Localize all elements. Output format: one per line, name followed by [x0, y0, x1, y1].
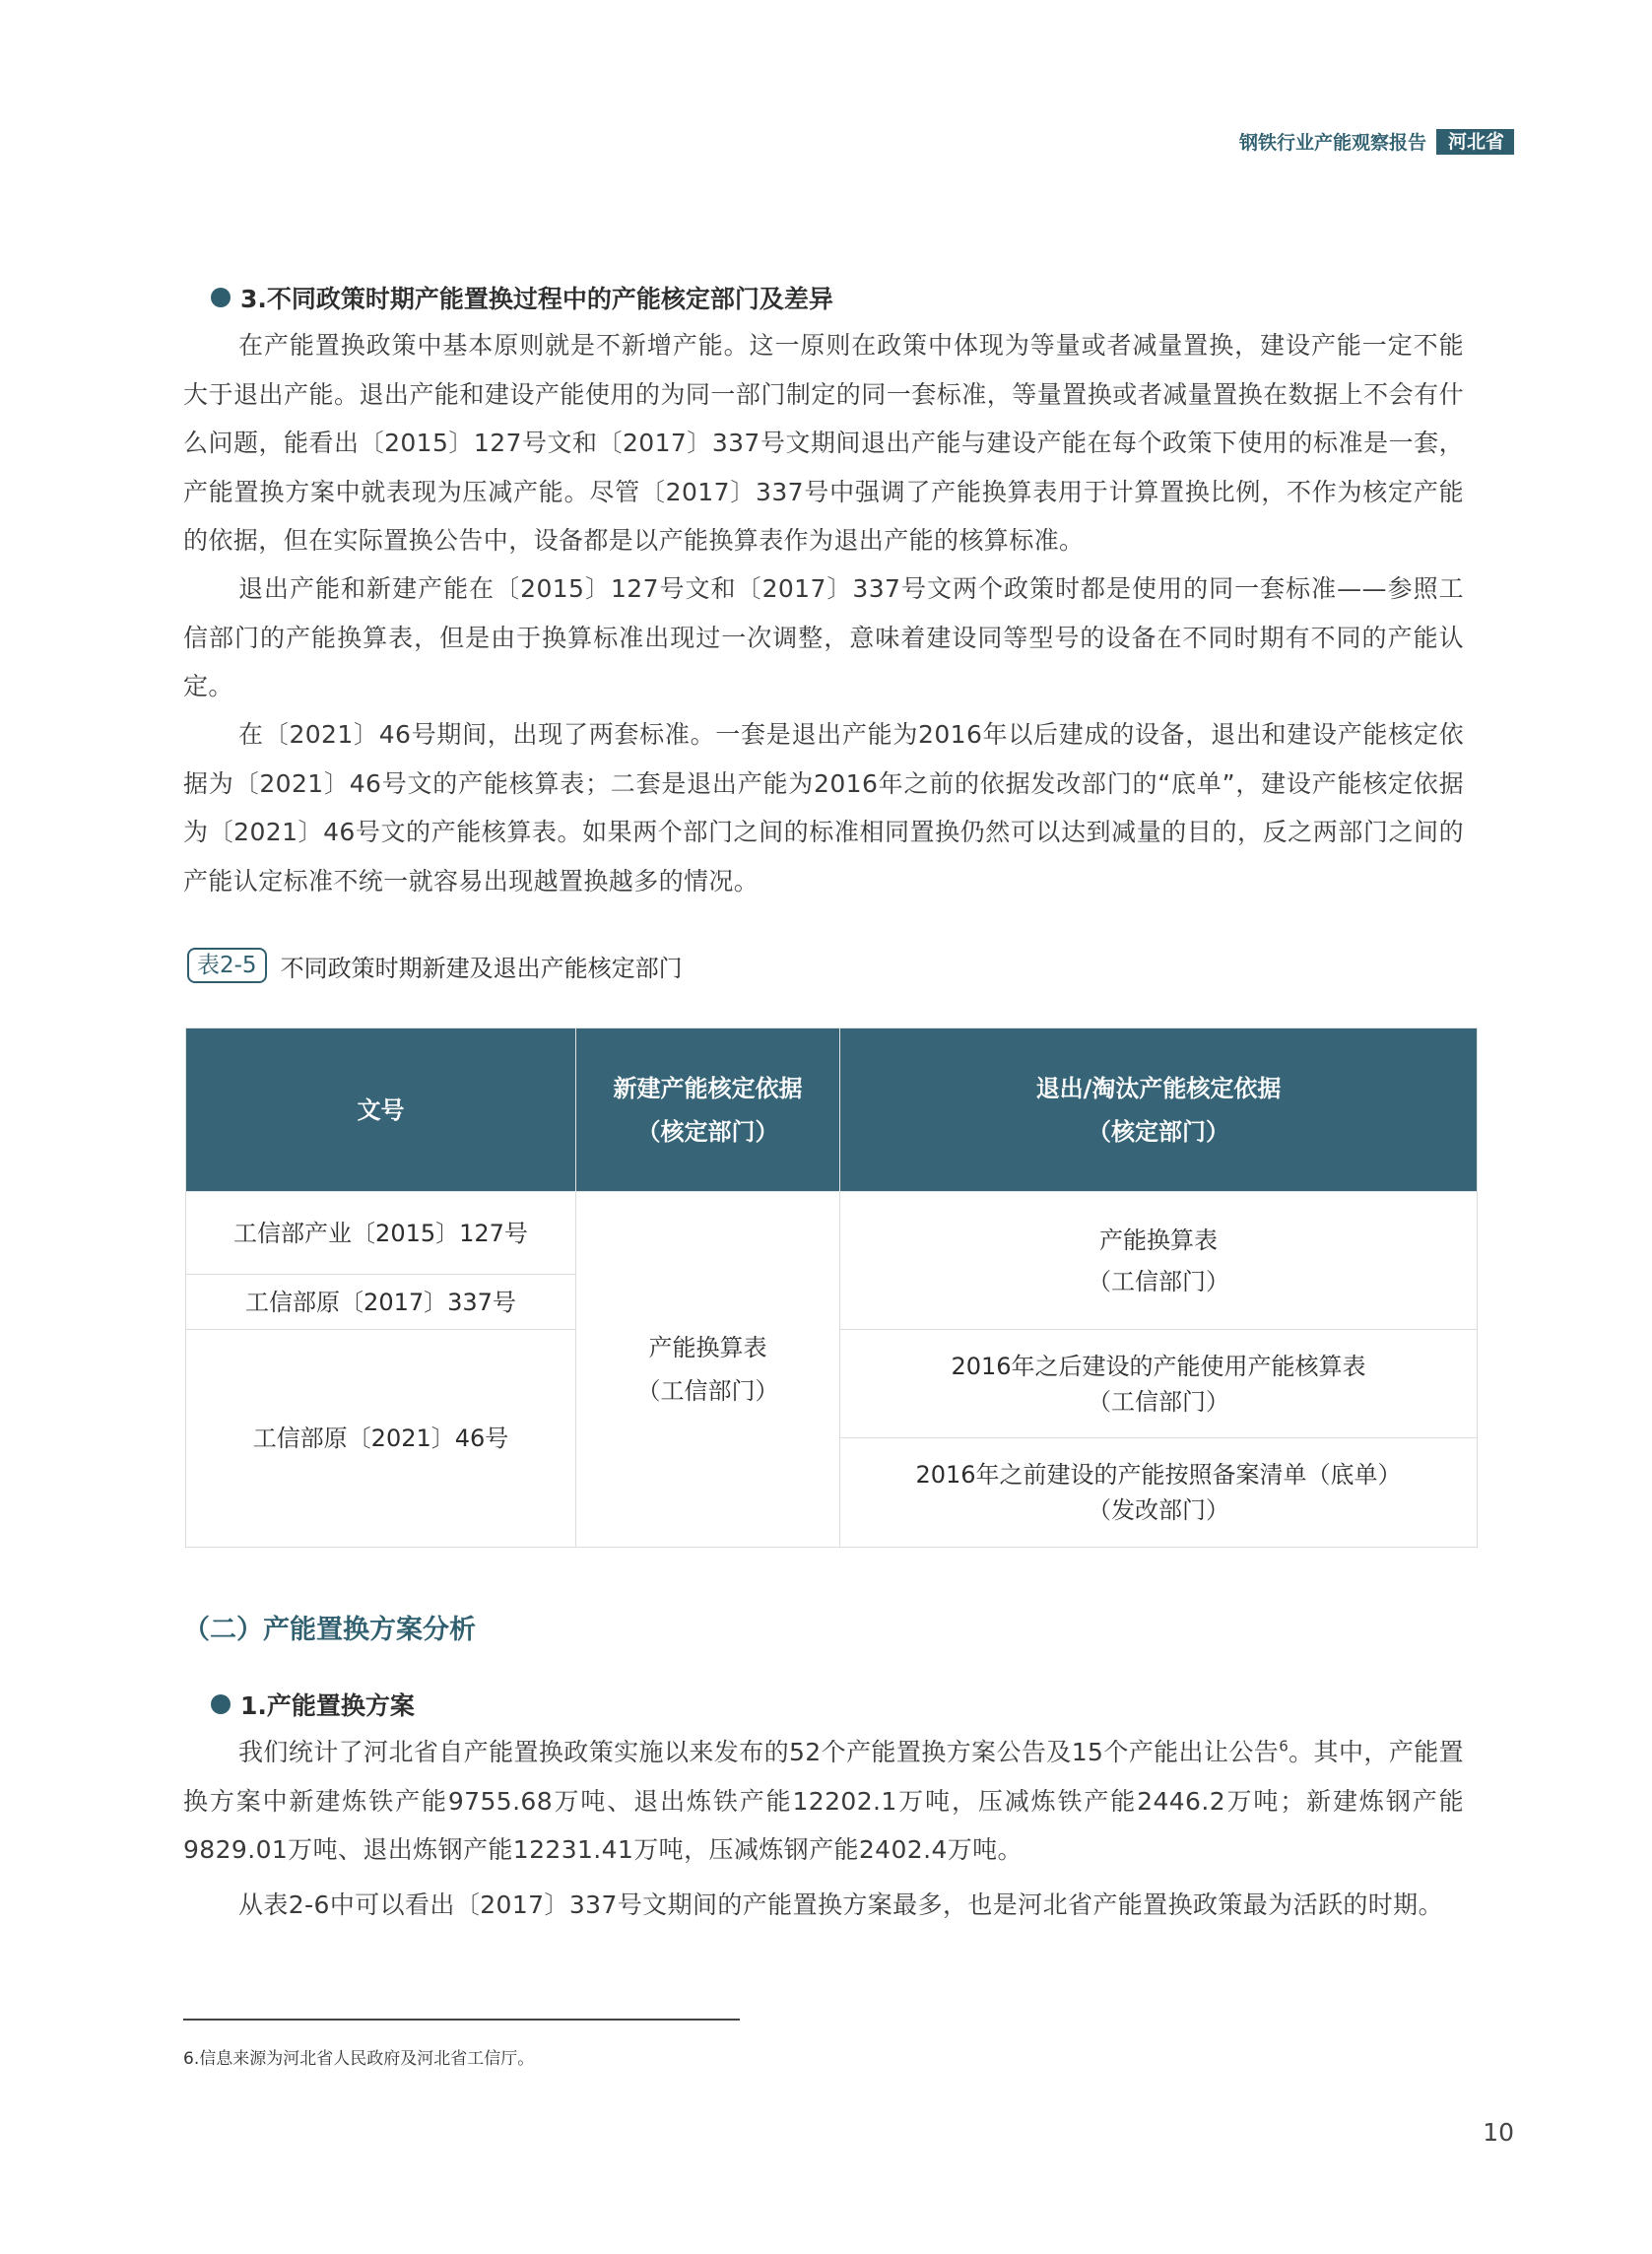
page-number: 10: [1483, 2118, 1514, 2147]
exit-basis-2021-after-2016: 2016年之后建设的产能使用产能核算表 （工信部门）: [840, 1330, 1478, 1438]
table-row: [186, 1192, 1478, 1275]
table-caption-text: 不同政策时期新建及退出产能核定部门: [280, 954, 683, 982]
doc-2021: 工信部原〔2021〕46号: [186, 1330, 576, 1548]
paragraph-4: 我们统计了河北省自产能置换政策实施以来发布的52个产能置换方案公告及15个产能出让公告$^6$。其中，产能置换方案中新建炼铁产能9755.68万吨、退出炼铁产能12202.1万吨，压减炼铁产能2446.2万吨；新建炼钢产能9829.01万吨、退出炼钢产能12231.41万吨，压减炼钢产能2402.4万吨。: [183, 1737, 1465, 1864]
bullet-dot-icon: [211, 288, 231, 307]
table-tag: 表2-5: [187, 948, 267, 983]
doc-2017: 工信部原〔2017〕337号: [186, 1275, 576, 1330]
doc-2015: 工信部产业〔2015〕127号: [186, 1192, 576, 1275]
capacity-basis-table: [185, 1028, 1478, 1548]
paragraph-5: 从表2-6中可以看出〔2017〕337号文期间的产能置换方案最多，也是河北省产能置换政策最为活跃的时期。: [238, 1890, 1443, 1919]
bullet-dot-icon: [211, 1694, 231, 1714]
footnote-divider: [183, 2019, 740, 2021]
footnote: 6.信息来源为河北省人民政府及河北省工信厅。: [183, 2049, 535, 2069]
section-heading-text: 3.不同政策时期产能置换过程中的产能核定部门及差异: [240, 285, 833, 313]
paragraph-1: 在产能置换政策中基本原则就是不新增产能。这一原则在政策中体现为等量或者减量置换，建设产能一定不能大于退出产能。退出产能和建设产能使用的为同一部门制定的同一套标准，等量置换或者减量置换在数据上不会有什么问题，能看出〔2015〕127号文和〔2017〕337号文期间退出产能与建设产能在每个政策下使用的标准是一套，产能置换方案中就表现为压减产能。尽管〔2017〕337号中强调了产能换算表用于计算置换比例，不作为核定产能的依据，但在实际置换公告中，设备都是以产能换算表作为退出产能的核算标准。: [183, 331, 1464, 555]
exit-basis-2021-before-2016: 2016年之前建设的产能按照备案清单（底单） （发改部门）: [840, 1438, 1478, 1548]
section-heading-3: [211, 280, 833, 315]
section-heading-1: [211, 1687, 415, 1722]
footnote-mark: 6: [1279, 1737, 1289, 1756]
table-caption: [187, 948, 683, 983]
report-title: 钢铁行业产能观察报告: [1238, 132, 1426, 154]
new-capacity-basis-cell: 产能换算表 （工信部门）: [576, 1192, 840, 1548]
part2-heading: （二）产能置换方案分析: [183, 1615, 476, 1645]
paragraph-3: 在〔2021〕46号期间，出现了两套标准。一套是退出产能为2016年以后建成的设备，退出和建设产能核定依据为〔2021〕46号文的产能核算表；二套是退出产能为2016年之前的依据发改部门的“底单”，建设产能核定依据为〔2021〕46号文的产能核算表。如果两个部门之间的标准相同置换仍然可以达到减量的目的，反之两部门之间的产能认定标准不统一就容易出现越置换越多的情况。: [183, 720, 1464, 895]
header-doc-number: 文号: [186, 1028, 576, 1192]
province-badge: 河北省: [1436, 129, 1514, 155]
section-heading-text: 1.产能置换方案: [240, 1691, 415, 1720]
page-header: [1239, 128, 1514, 155]
exit-basis-2015-2017: 产能换算表 （工信部门）: [840, 1192, 1478, 1330]
paragraph-2: 退出产能和新建产能在〔2015〕127号文和〔2017〕337号文两个政策时都是使用的同一套标准——参照工信部门的产能换算表，但是由于换算标准出现过一次调整，意味着建设同等型号的设备在不同时期有不同的产能认定。: [183, 574, 1464, 700]
table-header-row: [186, 1028, 1478, 1192]
header-exit-capacity-basis: 退出/淘汰产能核定依据 （核定部门）: [840, 1028, 1478, 1192]
header-new-capacity-basis: 新建产能核定依据 （核定部门）: [576, 1028, 840, 1192]
